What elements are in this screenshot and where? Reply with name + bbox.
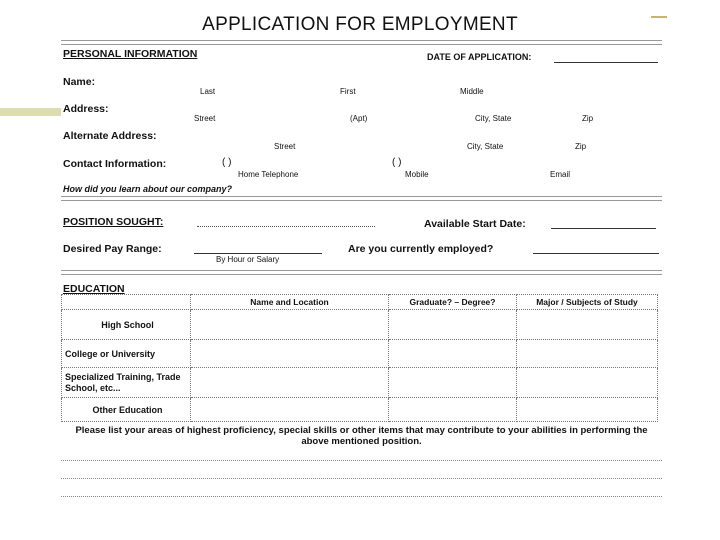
education-row-label: College or University <box>62 340 191 368</box>
education-cell[interactable] <box>191 398 389 422</box>
date-of-application-label: DATE OF APPLICATION: <box>427 52 532 62</box>
skills-prompt: Please list your areas of highest proficiency, special skills or other items that may contribute to your abilities in performing the above mentioned position. <box>75 425 648 447</box>
address-apt-caption: (Apt) <box>350 114 368 123</box>
alt-zip-caption: Zip <box>575 142 587 151</box>
home-phone-area-code[interactable]: ( ) <box>222 157 232 168</box>
mobile-area-code[interactable]: ( ) <box>392 157 402 168</box>
skills-answer-line[interactable] <box>61 478 662 479</box>
education-cell[interactable] <box>191 368 389 398</box>
email-caption: Email <box>550 170 571 179</box>
address-label: Address: <box>63 103 109 115</box>
available-start-date-label: Available Start Date: <box>424 218 526 230</box>
divider <box>61 40 662 45</box>
pay-range-caption: By Hour or Salary <box>216 255 280 264</box>
divider <box>61 270 662 275</box>
how-did-you-learn-label: How did you learn about our company? <box>63 184 233 194</box>
position-sought-header: POSITION SOUGHT: <box>63 216 164 228</box>
education-cell[interactable] <box>389 368 517 398</box>
divider <box>61 196 662 201</box>
alt-street-caption: Street <box>274 142 296 151</box>
education-row-label: Specialized Training, Trade School, etc... <box>62 368 191 398</box>
education-row <box>62 340 658 368</box>
education-cell[interactable] <box>389 310 517 340</box>
education-col-graduate-degree: Graduate? – Degree? <box>389 295 517 310</box>
name-first-caption: First <box>340 87 356 96</box>
education-row <box>62 398 658 422</box>
name-label: Name: <box>63 76 96 88</box>
education-cell[interactable] <box>191 310 389 340</box>
skills-answer-line[interactable] <box>61 496 662 497</box>
name-last-caption: Last <box>200 87 216 96</box>
alt-address-label: Alternate Address: <box>63 130 157 142</box>
alt-city-state-caption: City, State <box>467 142 504 151</box>
education-col-name-location: Name and Location <box>191 295 389 310</box>
contact-info-label: Contact Information: <box>63 158 167 170</box>
education-col-major: Major / Subjects of Study <box>517 295 658 310</box>
date-of-application-field[interactable] <box>554 62 658 63</box>
currently-employed-field[interactable] <box>533 253 659 254</box>
education-cell[interactable] <box>517 310 658 340</box>
education-cell[interactable] <box>389 340 517 368</box>
address-zip-caption: Zip <box>582 114 594 123</box>
home-telephone-caption: Home Telephone <box>238 170 299 179</box>
skills-answer-line[interactable] <box>61 460 662 461</box>
desired-pay-range-label: Desired Pay Range: <box>63 243 162 255</box>
education-header: EDUCATION <box>63 283 125 295</box>
education-cell[interactable] <box>517 368 658 398</box>
education-cell[interactable] <box>191 340 389 368</box>
education-cell[interactable] <box>517 398 658 422</box>
available-start-date-field[interactable] <box>551 228 656 229</box>
left-accent-bar <box>0 108 61 116</box>
address-city-state-caption: City, State <box>475 114 512 123</box>
education-cell[interactable] <box>389 398 517 422</box>
education-row-label: Other Education <box>62 398 191 422</box>
desired-pay-range-field[interactable] <box>194 253 322 254</box>
address-street-caption: Street <box>194 114 216 123</box>
position-sought-field[interactable] <box>197 226 375 227</box>
currently-employed-label: Are you currently employed? <box>348 243 494 255</box>
education-row <box>62 310 658 340</box>
mobile-caption: Mobile <box>405 170 429 179</box>
education-col-blank <box>62 295 191 310</box>
name-middle-caption: Middle <box>460 87 484 96</box>
education-row-label: High School <box>62 310 191 340</box>
form-title: APPLICATION FOR EMPLOYMENT <box>202 14 518 35</box>
personal-info-header: PERSONAL INFORMATION <box>63 48 198 60</box>
education-table <box>61 294 658 422</box>
education-cell[interactable] <box>517 340 658 368</box>
education-row <box>62 368 658 398</box>
